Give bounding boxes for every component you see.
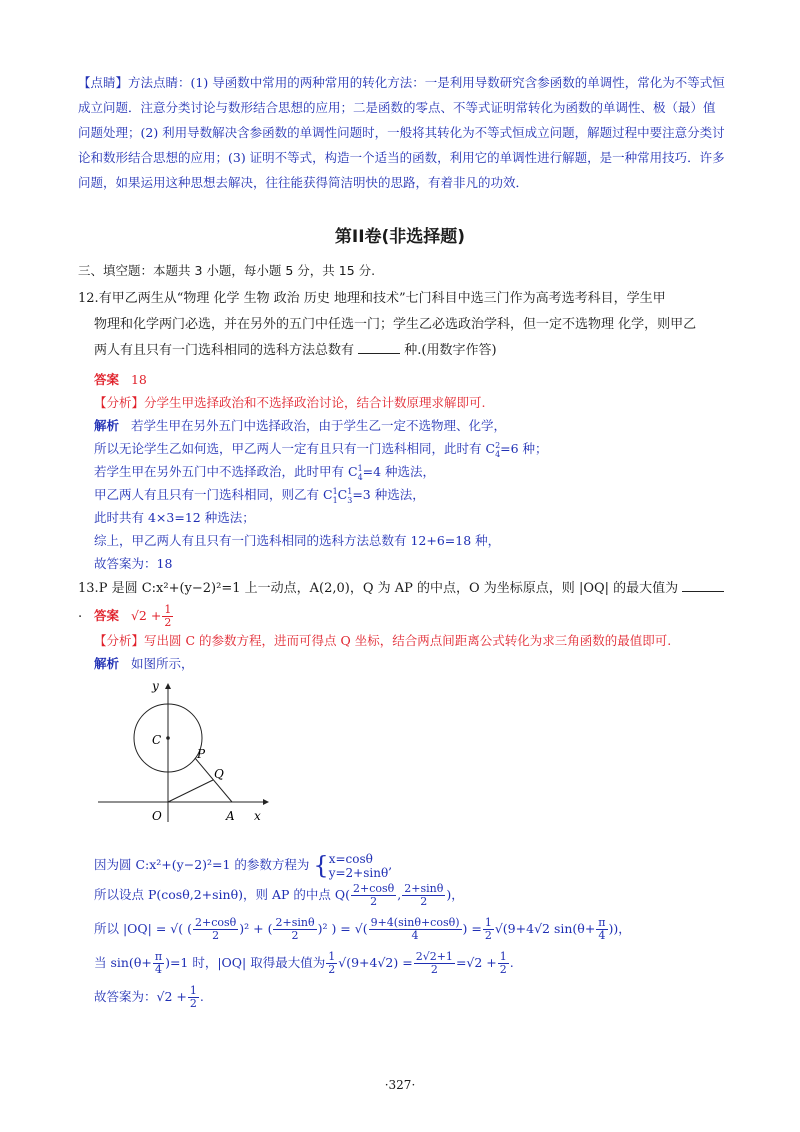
section-title: 第II卷(非选择题)	[334, 227, 466, 247]
q12-s2b: C	[485, 441, 496, 456]
q13-s5c: 2	[189, 997, 197, 1010]
q12-s2a: 所以无论学生乙如何选，甲乙两人一定有且只有一门选科相同，此时有	[94, 441, 486, 456]
circle-figure	[94, 676, 284, 826]
q13-answer-a: √2 +	[130, 608, 162, 623]
q12-solution	[94, 368, 714, 575]
q13-stem-text: P 是圆 C:x²+(y−2)²=1 上一动点，A(2,0)，Q 为 AP 的中点，O 为坐标原点，则 |OQ| 的最大值为	[98, 581, 679, 596]
q12-answer: 18	[130, 372, 147, 387]
label-x: x	[254, 809, 261, 823]
segment-oq	[168, 780, 213, 802]
q12-s4a: 甲乙两人有且只有一门选科相同，则乙有	[94, 487, 323, 502]
page-number: ·327·	[384, 1078, 416, 1092]
q12-s3e: =4 种选法，	[362, 464, 436, 479]
label-y: y	[152, 679, 159, 693]
q13-s3c: 2	[212, 929, 220, 942]
q13-answer	[130, 603, 174, 629]
q12-s3a: 若学生甲在另外五门中不选择政治，此时甲有	[94, 464, 348, 479]
q13-s2n1: 2+cosθ	[352, 882, 395, 895]
q13-s3b: 2+cosθ	[195, 916, 237, 929]
q12-s4h: =3 种选法，	[352, 487, 425, 502]
q13-answer-blank	[682, 577, 724, 592]
q13-s4i: 2	[430, 963, 438, 976]
q13-s2b: )，	[446, 887, 464, 902]
dianjing-text: 方法点睛：(1) 导函数中常用的两种常用的转化方法：一是利用导数研究含参函数的单调性，常化为不等式恒成立问题．注意分类讨论与数形结合思想的应用；二是函数的零点、不等式证明常转化为函数的单调性、极（最）值问题处理；(2) 利用导数解决含参函数的单调性问题时，一般将其转化为不等式恒成立问题，解题过程中要注意分类讨论和数形结合思想的应用；(3) 证明不等式，构造一个适当的函数，利用它的单调性进行解题，是一种常用技巧．许多问题，如果运用这种思想去解决，往往能获得简洁明快的思路，有着非凡的功效．	[78, 75, 725, 190]
label-c: C	[152, 733, 162, 747]
q12-s4f: 1	[347, 486, 353, 496]
q13-s3j: ) =	[462, 921, 482, 936]
q13-s3a: 所以 |OQ| = √( (	[94, 921, 193, 936]
q13-s3l: 2	[484, 929, 492, 942]
q13-s3f: 2	[291, 929, 299, 942]
q13-s2n2: 2+sinθ	[404, 882, 444, 895]
q13-answer-num: 1	[164, 603, 172, 616]
q13-s4d: )=1 时，|OQ| 取得最大值为	[165, 955, 326, 970]
q13-s3n: π	[598, 916, 606, 929]
q13-s3d: )² + (	[239, 921, 273, 936]
fill-heading: 三、填空题：本题共 3 小题，每小题 5 分，共 15 分.	[78, 263, 376, 278]
q12-analysis: 分学生甲选择政治和不选择政治讨论，结合计数原理求解即可.	[144, 395, 486, 410]
q13-solution: 因为圆 C:x²+(y−2)²=1 的参数方程为 { x=cosθ y=2+sinθ , 所以设点 P(cosθ,2+sinθ)，则 AP 的中点 Q( $\frac{2+\cos\theta}{2}$ , $\frac{2+\sin\theta}{2}$ )， 所以 |OQ| = √( ( $\frac{2+\cos\theta}{2}$ )² + ( $\frac{2+\sin\theta}{2}$ )² ) = √( $\frac{9+4(\sin\theta+\cos\theta)}{4}$ ) = $\frac{1}{2}$ √(9+4√2 sin(θ+ $\frac{\pi}{4}$ ))， 当 sin(θ+ $\frac{\pi}{4}$ )=1 时，|OQ| 取得最大值为 $\frac{1}{2}$ √(9+4√2) = $\frac{2√2+1}{2}$ =√2 + $\frac{1}{2}$ . 故答案为：√2 + $\frac{1}{2}$ .	[94, 851, 631, 1010]
q13-s4g: √(9+4√2) =	[338, 955, 413, 970]
q13-s4b: π	[154, 950, 163, 963]
q13-s1d: ,	[388, 857, 393, 872]
q13-s4e: 1	[328, 950, 336, 963]
q13-s2d2: 2	[420, 895, 428, 908]
q13-s2d1: 2	[370, 895, 378, 908]
q13-s2a: 所以设点 P(cosθ,2+sinθ)，则 AP 的中点 Q(	[94, 887, 350, 902]
q12-line3a: 两人有且只有一门选科相同的选科方法总数有	[94, 343, 355, 358]
q13-s0: 如图所示，	[130, 656, 194, 671]
q12-answer-label: 答案	[94, 372, 120, 387]
q12-s2c: 2	[495, 440, 501, 450]
label-q: Q	[214, 767, 224, 781]
q13-s3p: ))，	[608, 921, 631, 936]
q13-s4j: =√2 +	[455, 955, 497, 970]
q12-s7: 故答案为：18	[94, 556, 173, 571]
q13-s5a: 故答案为：√2 +	[94, 989, 187, 1004]
q13-s4l: 2	[499, 963, 507, 976]
label-a: A	[226, 809, 235, 823]
q13-s3e: 2+sinθ	[275, 916, 315, 929]
q13-answer-block	[94, 604, 714, 675]
q13-s4a: 当 sin(θ+	[94, 955, 152, 970]
dianjing-label: 【点睛】	[78, 75, 129, 90]
answer-blank	[358, 339, 400, 354]
q12-line1: 有甲乙两生从“物理 化学 生物 政治 历史 地理和技术”七门科目中选三门作为高考选考科目，学生甲	[98, 291, 666, 306]
q13-s3k: 1	[484, 916, 492, 929]
q13-s4f: 2	[328, 963, 336, 976]
dianjing-paragraph	[78, 70, 726, 195]
label-o: O	[152, 809, 162, 823]
q13-s3o: 4	[598, 929, 606, 942]
q13-s4m: .	[509, 955, 514, 970]
q12-s3c: 1	[357, 463, 363, 473]
q13-analysis: 写出圆 C 的参数方程，进而可得点 Q 坐标，结合两点间距离公式转化为求三角函数的最值即可.	[144, 633, 672, 648]
q12-s2d: 4	[495, 449, 501, 459]
q12-line2: 物理和化学两门必选，并在另外的五门中任选一门；学生乙必选政治学科，但一定不选物理 化学，则甲乙	[94, 317, 697, 332]
q12-stem	[78, 286, 726, 364]
q12-s4c: 1	[332, 486, 338, 496]
center-point	[166, 736, 170, 740]
q12-s5: 此时共有 4×3=12 种选法；	[94, 510, 255, 525]
q13-s3h: 9+4(sinθ+cosθ)	[370, 916, 460, 929]
q12-analysis-label: 【分析】	[94, 395, 145, 410]
q12-number: 12.	[78, 291, 99, 306]
q13-s5d: .	[199, 989, 204, 1004]
q12-s4b: C	[322, 487, 333, 502]
q13-s2mid: ,	[397, 887, 402, 902]
q13-solution-label: 解析	[94, 656, 120, 671]
q13-s4c: 4	[154, 963, 162, 976]
q13-answer-label: 答案	[94, 608, 120, 623]
q13-s1a: 因为圆 C:x²+(y−2)²=1 的参数方程为	[94, 857, 310, 872]
q13-s5b: 1	[189, 984, 197, 997]
q13-answer-den: 2	[164, 616, 172, 629]
q12-s4d: 1	[332, 495, 338, 505]
q12-s4e: C	[337, 487, 348, 502]
q13-s3i: 4	[411, 929, 419, 942]
q12-line3b: 种.(用数字作答)	[404, 343, 497, 358]
q13-s4k: 1	[499, 950, 507, 963]
q12-s6: 综上，甲乙两人有且只有一门选科相同的选科方法总数有 12+6=18 种，	[94, 533, 501, 548]
q13-stem-end: .	[78, 606, 83, 621]
q12-s3d: 4	[357, 472, 363, 482]
q13-s3g: )² ) = √(	[317, 921, 368, 936]
label-p: P	[197, 747, 206, 761]
q12-solution-label: 解析	[94, 418, 120, 433]
q12-s2e: =6 种；	[500, 441, 548, 456]
q13-s1c: y=2+sinθ	[328, 865, 389, 880]
q13-s4h: 2√2+1	[415, 950, 453, 963]
q12-s3b: C	[347, 464, 358, 479]
q13-s1b: x=cosθ	[328, 851, 373, 866]
q13-analysis-label: 【分析】	[94, 633, 145, 648]
q13-s3m: √(9+4√2 sin(θ+	[494, 921, 596, 936]
q13-number: 13.	[78, 581, 99, 596]
q12-s4g: 3	[347, 495, 353, 505]
q12-s1: 若学生甲在另外五门中选择政治，由于学生乙一定不选物理、化学，	[130, 418, 506, 433]
